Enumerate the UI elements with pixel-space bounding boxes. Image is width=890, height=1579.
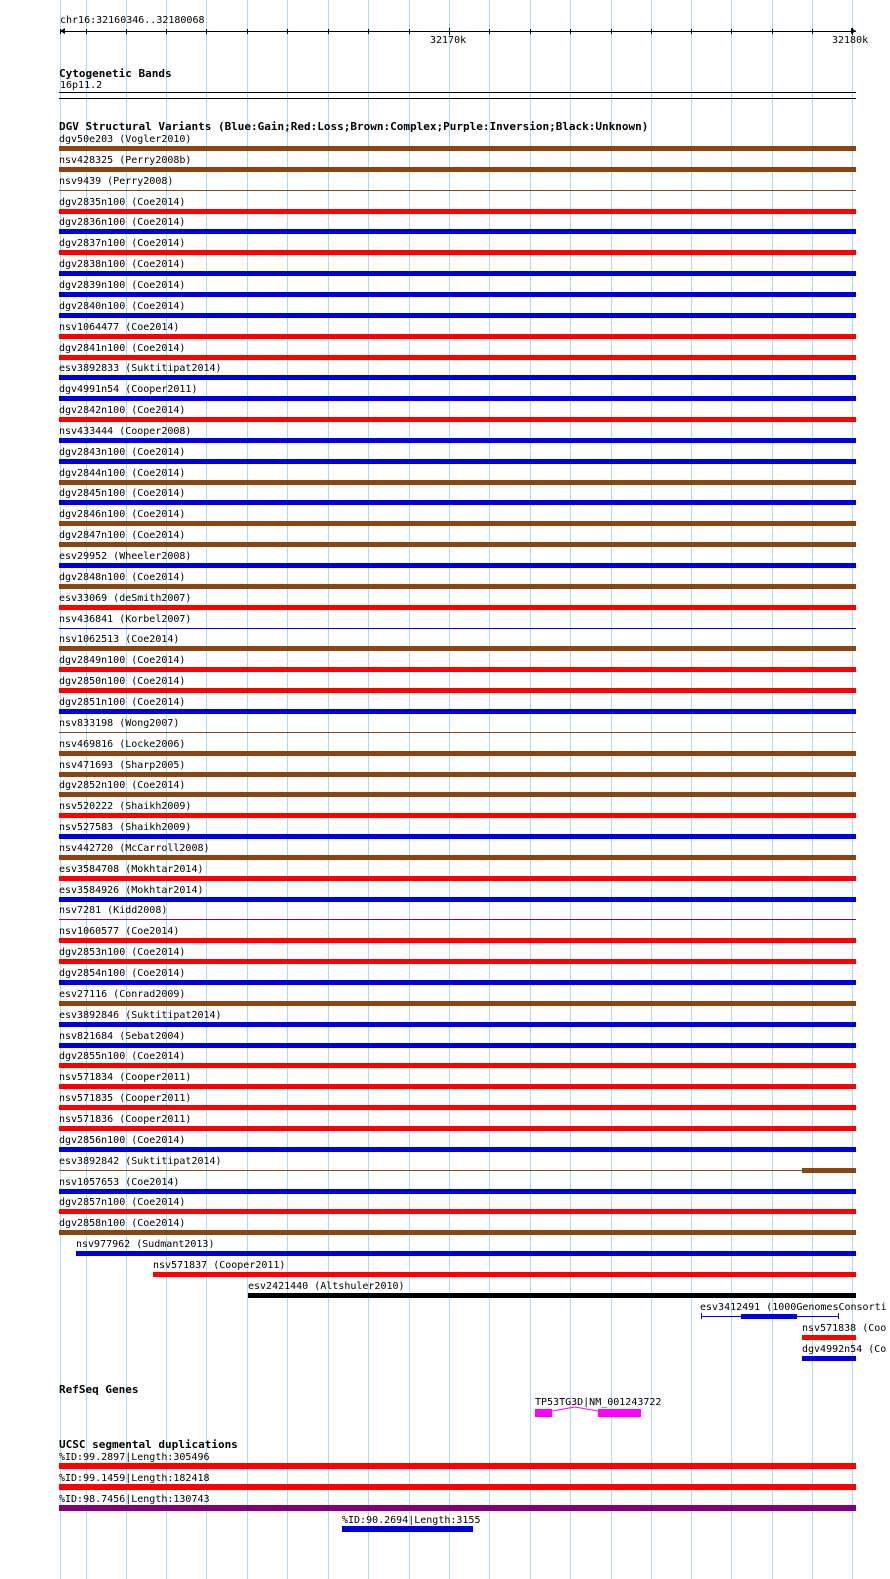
grid-line (368, 0, 369, 1579)
dgv-feature-bar[interactable] (59, 834, 856, 839)
dgv-feature-label[interactable]: dgv2848n100 (Coe2014) (59, 572, 186, 583)
dgv-feature-label[interactable]: dgv2858n100 (Coe2014) (59, 1218, 186, 1229)
ruler-tick (651, 29, 652, 34)
dgv-extra-label[interactable]: nsv571837 (Cooper2011) (153, 1260, 286, 1271)
dgv-feature-label[interactable]: nsv9439 (Perry2008) (59, 176, 174, 187)
dgv-feature-label[interactable]: nsv520222 (Shaikh2009) (59, 801, 192, 812)
dgv-feature-label[interactable]: nsv469816 (Locke2006) (59, 739, 186, 750)
grid-line (530, 0, 531, 1579)
dgv-feature-bar[interactable] (59, 459, 856, 464)
dgv-feature-bar[interactable] (59, 1170, 856, 1171)
dgv-feature-label[interactable]: esv33069 (deSmith2007) (59, 593, 192, 604)
dgv-feature-bar-segment[interactable] (802, 1168, 856, 1173)
cytoband-track-title: Cytogenetic Bands (59, 67, 172, 80)
grid-line (852, 0, 853, 1579)
dgv-feature-bar[interactable] (59, 919, 856, 920)
dgv-feature-bar[interactable] (59, 500, 856, 505)
grid-line (489, 0, 490, 1579)
dgv-extra-label[interactable]: nsv571838 (Coo (802, 1323, 887, 1334)
dgv-feature-bar[interactable] (59, 1022, 856, 1027)
ruler-tick (287, 29, 288, 34)
dgv-feature-bar[interactable] (59, 480, 856, 485)
refseq-exon[interactable] (598, 1409, 641, 1417)
dgv-extra-bar[interactable] (248, 1293, 856, 1298)
dgv-feature-label[interactable]: nsv1060577 (Coe2014) (59, 926, 180, 937)
dgv-feature-bar[interactable] (59, 1230, 856, 1235)
segdup-label[interactable]: %ID:90.2694|Length:3155 (342, 1515, 481, 1526)
cytoband-line-bottom (59, 98, 856, 99)
dgv-extra-bar[interactable] (802, 1335, 856, 1340)
dgv-feature-label[interactable]: dgv2838n100 (Coe2014) (59, 259, 186, 270)
dgv-feature-bar[interactable] (59, 980, 856, 985)
dgv-feature-label[interactable]: dgv4991n54 (Cooper2011) (59, 384, 198, 395)
dgv-feature-bar[interactable] (59, 209, 856, 214)
dgv-feature-bar[interactable] (59, 167, 856, 172)
ruler-tick (328, 29, 329, 34)
dgv-feature-bar[interactable] (59, 417, 856, 422)
ruler-tick-label-32170k: 32170k (430, 35, 467, 46)
dgv-feature-bar[interactable] (59, 334, 856, 339)
grid-line (449, 0, 450, 1579)
dgv-feature-bar[interactable] (59, 190, 856, 191)
grid-line (206, 0, 207, 1579)
dgv-feature-label[interactable]: nsv571836 (Cooper2011) (59, 1114, 192, 1125)
region-label: chr16:32160346..32180068 (60, 15, 205, 26)
refseq-gene-label[interactable]: TP53TG3D|NM_001243722 (535, 1397, 662, 1408)
dgv-feature-bar[interactable] (59, 732, 856, 733)
grid-line (409, 0, 410, 1579)
ruler-tick (126, 29, 127, 34)
segdup-label[interactable]: %ID:99.1459|Length:182418 (59, 1473, 210, 1484)
segdup-bar[interactable] (59, 1505, 856, 1511)
ruler-tick (60, 29, 61, 34)
dgv-feature-bar[interactable] (59, 542, 856, 547)
dgv-feature-label[interactable]: dgv2843n100 (Coe2014) (59, 447, 186, 458)
grid-line (691, 0, 692, 1579)
dgv-feature-label[interactable]: dgv2849n100 (Coe2014) (59, 655, 186, 666)
ruler-tick (772, 29, 773, 34)
grid-line (247, 0, 248, 1579)
dgv-feature-bar[interactable] (59, 1063, 856, 1068)
dgv-extra-end-tick (838, 1313, 839, 1319)
dgv-feature-label[interactable]: nsv7281 (Kidd2008) (59, 905, 168, 916)
dgv-feature-bar[interactable] (59, 1105, 856, 1110)
ruler-tick (731, 29, 732, 34)
dgv-feature-label[interactable]: dgv2847n100 (Coe2014) (59, 530, 186, 541)
dgv-feature-bar[interactable] (59, 584, 856, 589)
grid-line (611, 0, 612, 1579)
dgv-extra-bar[interactable] (802, 1356, 856, 1361)
dgv-feature-bar[interactable] (59, 792, 856, 797)
dgv-feature-label[interactable]: nsv527583 (Shaikh2009) (59, 822, 192, 833)
ruler-tick (570, 29, 571, 34)
dgv-feature-bar[interactable] (59, 709, 856, 714)
refseq-exon[interactable] (535, 1409, 552, 1417)
dgv-feature-label[interactable]: nsv1062513 (Coe2014) (59, 634, 180, 645)
dgv-feature-bar[interactable] (59, 772, 856, 777)
grid-line (570, 0, 571, 1579)
ruler-tick (691, 29, 692, 34)
grid-line (812, 0, 813, 1579)
ruler-tick (489, 29, 490, 34)
dgv-feature-bar[interactable] (59, 688, 856, 693)
dgv-feature-label[interactable]: nsv433444 (Cooper2008) (59, 426, 192, 437)
ruler-tick (530, 29, 531, 34)
dgv-extra-label[interactable]: esv3412491 (1000GenomesConsorti (700, 1302, 887, 1313)
dgv-extra-label[interactable]: esv2421440 (Altshuler2010) (248, 1281, 405, 1292)
dgv-feature-label[interactable]: dgv2852n100 (Coe2014) (59, 780, 186, 791)
ruler-tick (812, 29, 813, 34)
dgv-feature-label[interactable]: esv3584926 (Mokhtar2014) (59, 885, 204, 896)
dgv-extra-bar[interactable] (153, 1272, 856, 1277)
segdup-label[interactable]: %ID:99.2897|Length:305496 (59, 1452, 210, 1463)
dgv-feature-label[interactable]: dgv2854n100 (Coe2014) (59, 968, 186, 979)
dgv-feature-bar[interactable] (59, 250, 856, 255)
dgv-feature-label[interactable]: nsv436841 (Korbel2007) (59, 614, 192, 625)
dgv-feature-bar[interactable] (59, 1084, 856, 1089)
ruler-tick (368, 29, 369, 34)
dgv-extra-label[interactable]: nsv977962 (Sudmant2013) (76, 1239, 215, 1250)
dgv-feature-label[interactable]: nsv571834 (Cooper2011) (59, 1072, 192, 1083)
dgv-feature-label[interactable]: nsv471693 (Sharp2005) (59, 760, 186, 771)
dgv-feature-bar[interactable] (59, 292, 856, 297)
dgv-feature-label[interactable]: nsv833198 (Wong2007) (59, 718, 180, 729)
dgv-feature-bar[interactable] (59, 959, 856, 964)
dgv-feature-bar[interactable] (59, 813, 856, 818)
dgv-feature-label[interactable]: dgv2835n100 (Coe2014) (59, 197, 186, 208)
dgv-extra-label[interactable]: dgv4992n54 (Co (802, 1344, 887, 1355)
dgv-feature-bar[interactable] (59, 396, 856, 401)
dgv-feature-label[interactable]: dgv2846n100 (Coe2014) (59, 509, 186, 520)
refseq-track-title: RefSeq Genes (59, 1383, 139, 1396)
segdup-bar[interactable] (342, 1526, 473, 1532)
dgv-feature-bar[interactable] (59, 1001, 856, 1006)
ruler-tick (449, 28, 450, 35)
dgv-feature-bar[interactable] (59, 375, 856, 380)
dgv-feature-bar[interactable] (59, 521, 856, 526)
ruler-axis (60, 31, 856, 32)
dgv-feature-bar[interactable] (59, 1189, 856, 1194)
dgv-feature-bar[interactable] (59, 897, 856, 902)
dgv-feature-label[interactable]: esv29952 (Wheeler2008) (59, 551, 192, 562)
dgv-feature-label[interactable]: dgv2845n100 (Coe2014) (59, 488, 186, 499)
ruler-tick (852, 28, 853, 35)
dgv-track-title: DGV Structural Variants (Blue:Gain;Red:Loss;Brown:Complex;Purple:Inversion;Black:Unknown) (59, 120, 649, 133)
dgv-feature-label[interactable]: esv3892842 (Suktitipat2014) (59, 1156, 222, 1167)
ruler-tick-label-32180k: 32180k (832, 35, 869, 46)
dgv-feature-bar[interactable] (59, 313, 856, 318)
dgv-feature-label[interactable]: dgv2839n100 (Coe2014) (59, 280, 186, 291)
dgv-feature-bar[interactable] (59, 438, 856, 443)
dgv-feature-label[interactable]: dgv2840n100 (Coe2014) (59, 301, 186, 312)
dgv-feature-label[interactable]: dgv2836n100 (Coe2014) (59, 217, 186, 228)
grid-line (328, 0, 329, 1579)
ruler-tick (247, 29, 248, 34)
dgv-feature-label[interactable]: dgv50e203 (Vogler2010) (59, 134, 192, 145)
dgv-feature-bar[interactable] (59, 605, 856, 610)
dgv-feature-bar[interactable] (59, 667, 856, 672)
dgv-feature-label[interactable]: dgv2856n100 (Coe2014) (59, 1135, 186, 1146)
dgv-feature-bar[interactable] (59, 646, 856, 651)
dgv-feature-bar[interactable] (59, 1043, 856, 1048)
dgv-feature-label[interactable]: dgv2857n100 (Coe2014) (59, 1197, 186, 1208)
segdup-bar[interactable] (59, 1463, 856, 1469)
dgv-feature-label[interactable]: nsv428325 (Perry2008b) (59, 155, 192, 166)
ruler-tick (86, 29, 87, 34)
dgv-feature-bar[interactable] (59, 146, 856, 151)
dgv-feature-label[interactable]: nsv1057653 (Coe2014) (59, 1177, 180, 1188)
dgv-feature-label[interactable]: nsv1064477 (Coe2014) (59, 322, 180, 333)
cytoband-label: 16p11.2 (60, 80, 103, 91)
dgv-feature-bar[interactable] (59, 938, 856, 943)
dgv-feature-label[interactable]: dgv2850n100 (Coe2014) (59, 676, 186, 687)
dgv-feature-bar[interactable] (59, 855, 856, 860)
dgv-feature-label[interactable]: dgv2855n100 (Coe2014) (59, 1051, 186, 1062)
dgv-feature-label[interactable]: dgv2844n100 (Coe2014) (59, 468, 186, 479)
grid-line (731, 0, 732, 1579)
ruler-tick (611, 29, 612, 34)
dgv-feature-bar[interactable] (59, 628, 856, 629)
refseq-intron-connector (552, 1406, 598, 1418)
dgv-extra-end-tick (701, 1313, 702, 1319)
grid-line (772, 0, 773, 1579)
dgv-feature-bar[interactable] (59, 271, 856, 276)
dgv-feature-label[interactable]: esv3584708 (Mokhtar2014) (59, 864, 204, 875)
dgv-feature-bar[interactable] (59, 1209, 856, 1214)
segdup-label[interactable]: %ID:98.7456|Length:130743 (59, 1494, 210, 1505)
segdup-track-title: UCSC segmental duplications (59, 1438, 238, 1451)
dgv-feature-label[interactable]: dgv2853n100 (Coe2014) (59, 947, 186, 958)
dgv-extra-bar[interactable] (76, 1251, 856, 1256)
dgv-feature-bar[interactable] (59, 1126, 856, 1131)
dgv-feature-label[interactable]: esv3892833 (Suktitipat2014) (59, 363, 222, 374)
dgv-feature-label[interactable]: esv27116 (Conrad2009) (59, 989, 186, 1000)
dgv-feature-bar[interactable] (59, 1147, 856, 1152)
segdup-bar[interactable] (59, 1484, 856, 1490)
dgv-feature-bar[interactable] (59, 229, 856, 234)
dgv-extra-bar[interactable] (741, 1314, 797, 1319)
ruler-tick (409, 29, 410, 34)
grid-line (287, 0, 288, 1579)
dgv-feature-bar[interactable] (59, 751, 856, 756)
dgv-feature-label[interactable]: dgv2851n100 (Coe2014) (59, 697, 186, 708)
dgv-feature-bar[interactable] (59, 876, 856, 881)
grid-line (651, 0, 652, 1579)
dgv-feature-label[interactable]: nsv571835 (Cooper2011) (59, 1093, 192, 1104)
dgv-feature-label[interactable]: nsv442720 (McCarroll2008) (59, 843, 210, 854)
ruler-tick (206, 29, 207, 34)
dgv-feature-label[interactable]: esv3892846 (Suktitipat2014) (59, 1010, 222, 1021)
dgv-feature-label[interactable]: dgv2842n100 (Coe2014) (59, 405, 186, 416)
cytoband-line-top (59, 92, 856, 93)
dgv-feature-label[interactable]: dgv2837n100 (Coe2014) (59, 238, 186, 249)
ruler-tick (166, 29, 167, 34)
dgv-feature-label[interactable]: dgv2841n100 (Coe2014) (59, 343, 186, 354)
dgv-feature-bar[interactable] (59, 563, 856, 568)
dgv-feature-bar[interactable] (59, 355, 856, 360)
dgv-feature-label[interactable]: nsv821684 (Sebat2004) (59, 1031, 186, 1042)
